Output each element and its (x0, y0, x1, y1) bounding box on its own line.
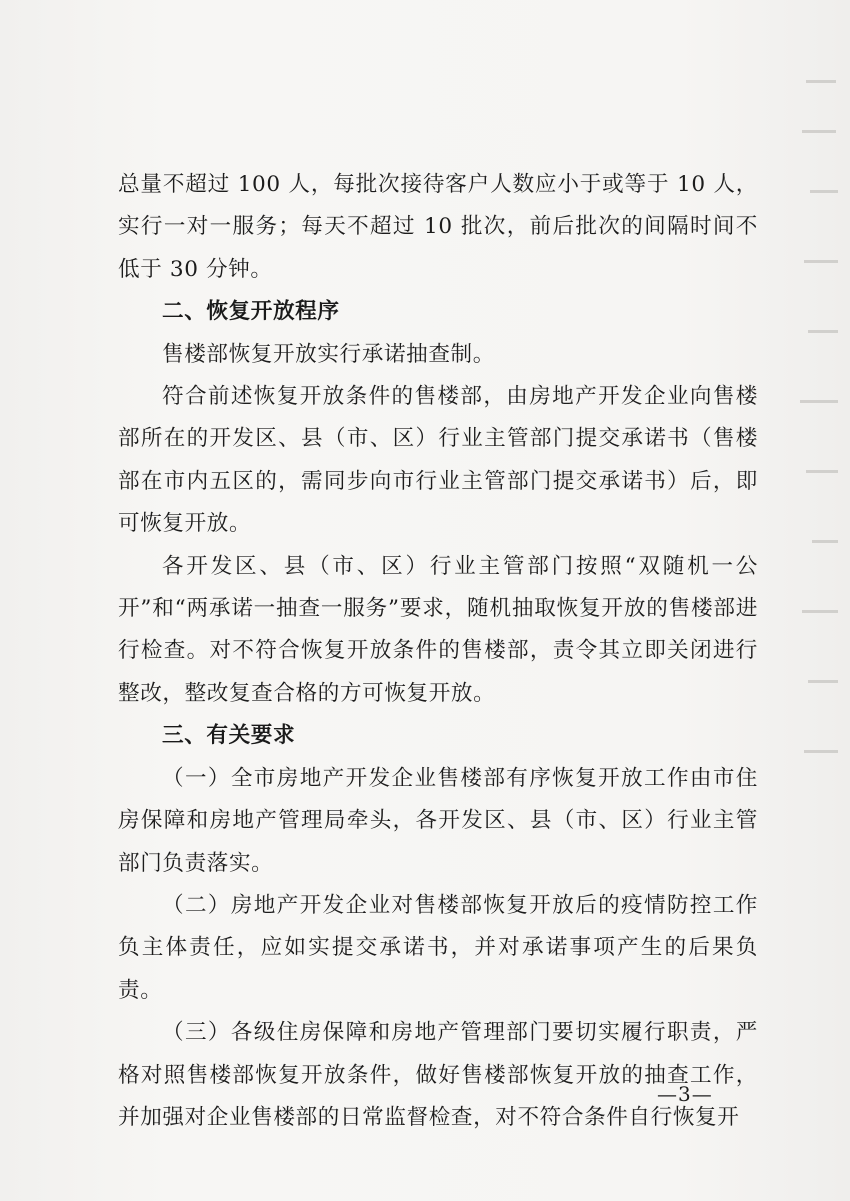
paragraph: 符合前述恢复开放条件的售楼部，由房地产开发企业向售楼部所在的开发区、县（市、区）行业主管部门提交承诺书（售楼部在市内五区的，需同步向市行业主管部门提交承诺书）后，即可恢复开放。 (118, 384, 758, 537)
bleed-through-texture (784, 70, 844, 790)
paragraph: （二）房地产开发企业对售楼部恢复开放后的疫情防控工作负主体责任，应如实提交承诺书，并对承诺事项产生的后果负责。 (118, 892, 758, 1003)
paragraph: 售楼部恢复开放实行承诺抽查制。 (162, 341, 495, 367)
section-heading-2: 二、恢复开放程序 (162, 299, 340, 325)
paragraph: （三）各级住房保障和房地产管理部门要切实履行职责，严格对照售楼部恢复开放条件，做好售楼部恢复开放的抽查工作，并加强对企业售楼部的日常监督检查，对不符合条件自行恢复开 (118, 1020, 758, 1130)
paragraph: 各开发区、县（市、区）行业主管部门按照“双随机一公开”和“两承诺一抽查一服务”要求，随机抽取恢复开放的售楼部进行检查。对不符合恢复开放条件的售楼部，责令其立即关闭进行整改，整改复查合格的方可恢复开放。 (118, 553, 758, 706)
paragraph: （一）全市房地产开发企业售楼部有序恢复开放工作由市住房保障和房地产管理局牵头，各开发区、县（市、区）行业主管部门负责落实。 (118, 765, 758, 876)
paragraph-continued: 总量不超过 100 人，每批次接待客户人数应小于或等于 10 人，实行一对一服务；每天不超过 10 批次，前后批次的间隔时间不低于 30 分钟。 (118, 172, 758, 282)
document-body (118, 164, 758, 1139)
section-heading-3: 三、有关要求 (162, 723, 296, 749)
page-number: —3— (657, 1082, 713, 1106)
